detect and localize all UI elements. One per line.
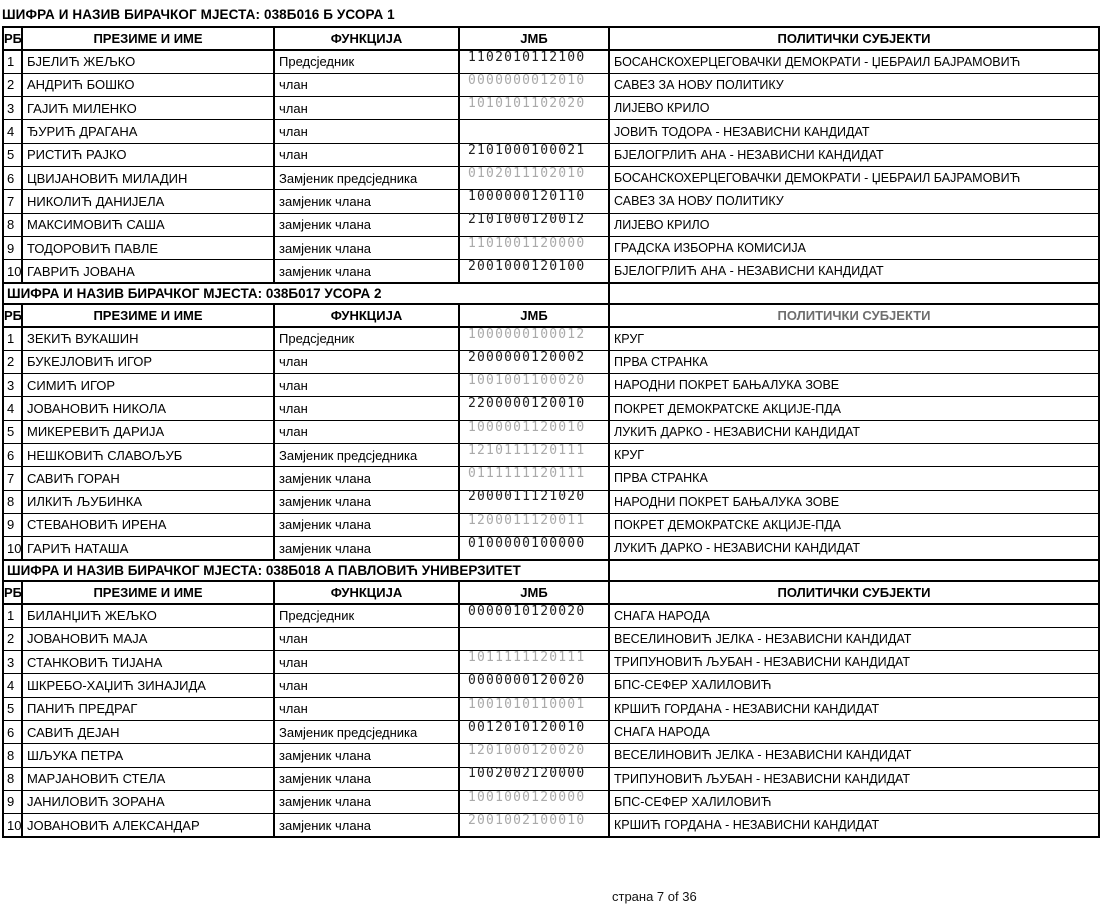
table-row xyxy=(3,213,1099,236)
political-subject-cell: ТРИПУНОВИЋ ЉУБАН - НЕЗАВИСНИ КАНДИДАТ xyxy=(609,767,1099,790)
member-name-cell: БИЛАНЏИЋ ЖЕЉКО xyxy=(22,604,274,627)
political-subject-cell: ВЕСЕЛИНОВИЋ ЈЕЛКА - НЕЗАВИСНИ КАНДИДАТ xyxy=(609,744,1099,767)
member-name-cell: ГАЈИЋ МИЛЕНКО xyxy=(22,97,274,120)
member-name-cell: СТАНКОВИЋ ТИЈАНА xyxy=(22,651,274,674)
member-name-cell: АНДРИЋ БОШКО xyxy=(22,73,274,96)
polling-station-title-row xyxy=(3,283,1099,304)
row-number-cell: 10 xyxy=(3,537,22,560)
polling-station-roster-table xyxy=(2,26,1100,838)
function-cell: члан xyxy=(274,120,459,143)
jmb-cell xyxy=(459,397,609,420)
political-subject-cell: ЛИЈЕВО КРИЛО xyxy=(609,213,1099,236)
table-row xyxy=(3,374,1099,397)
function-cell: члан xyxy=(274,143,459,166)
function-cell: члан xyxy=(274,627,459,650)
member-name-cell: ГАВРИЋ ЈОВАНА xyxy=(22,260,274,283)
jmb-clipped-digits: 2000011121020 xyxy=(468,489,586,505)
row-number-cell: 9 xyxy=(3,513,22,536)
member-name-cell: НЕШКОВИЋ СЛАВОЉУБ xyxy=(22,443,274,466)
jmb-cell xyxy=(459,767,609,790)
jmb-clipped-digits: 1000000100012 xyxy=(468,326,586,342)
jmb-clipped-digits: 2001002100010 xyxy=(468,812,586,828)
table-row xyxy=(3,767,1099,790)
political-subject-cell: ЛИЈЕВО КРИЛО xyxy=(609,97,1099,120)
row-number-cell: 7 xyxy=(3,190,22,213)
row-number-cell: 5 xyxy=(3,420,22,443)
page-number-footer: страна 7 of 36 xyxy=(612,889,697,904)
political-subject-cell: ПОКРЕТ ДЕМОКРАТСКЕ АКЦИЈЕ-ПДА xyxy=(609,397,1099,420)
table-row xyxy=(3,814,1099,837)
table-row xyxy=(3,513,1099,536)
jmb-cell xyxy=(459,537,609,560)
table-row xyxy=(3,50,1099,73)
function-cell: члан xyxy=(274,350,459,373)
table-row xyxy=(3,674,1099,697)
row-number-cell: 9 xyxy=(3,236,22,259)
jmb-clipped-digits: 1002002120000 xyxy=(468,766,586,782)
jmb-cell xyxy=(459,97,609,120)
jmb-cell xyxy=(459,50,609,73)
table-row xyxy=(3,190,1099,213)
political-subject-cell: НАРОДНИ ПОКРЕТ БАЊАЛУКА ЗОВЕ xyxy=(609,490,1099,513)
member-name-cell: ИЛКИЋ ЉУБИНКА xyxy=(22,490,274,513)
jmb-cell xyxy=(459,420,609,443)
political-subject-cell: ВЕСЕЛИНОВИЋ ЈЕЛКА - НЕЗАВИСНИ КАНДИДАТ xyxy=(609,627,1099,650)
political-subject-cell: СНАГА НАРОДА xyxy=(609,604,1099,627)
political-subject-cell: ГРАДСКА ИЗБОРНА КОМИСИЈА xyxy=(609,236,1099,259)
function-cell: члан xyxy=(274,420,459,443)
table-row xyxy=(3,420,1099,443)
jmb-clipped-digits: 0100000100000 xyxy=(468,535,586,551)
column-header-row xyxy=(3,581,1099,604)
row-number-cell: 3 xyxy=(3,97,22,120)
row-number-cell: 3 xyxy=(3,374,22,397)
member-name-cell: ЈОВАНОВИЋ АЛЕКСАНДАР xyxy=(22,814,274,837)
political-subject-cell: БОСАНСКОХЕРЦЕГОВАЧКИ ДЕМОКРАТИ - ЏЕБРАИЛ БАЈРАМОВИЋ xyxy=(609,166,1099,189)
title-row-empty-cell xyxy=(609,560,1099,581)
column-header-4: ПОЛИТИЧКИ СУБЈЕКТИ xyxy=(609,27,1099,50)
table-row xyxy=(3,604,1099,627)
function-cell: замјеник члана xyxy=(274,190,459,213)
function-cell: члан xyxy=(274,674,459,697)
jmb-clipped-digits: 1001001100020 xyxy=(468,372,586,388)
row-number-cell: 1 xyxy=(3,327,22,350)
political-subject-cell: БПС-СЕФЕР ХАЛИЛОВИЋ xyxy=(609,674,1099,697)
polling-station-title-2: ШИФРА И НАЗИВ БИРАЧКОГ МЈЕСТА: 038Б017 УСОРА 2 xyxy=(3,283,609,304)
political-subject-cell: САВЕЗ ЗА НОВУ ПОЛИТИКУ xyxy=(609,73,1099,96)
political-subject-cell: ТРИПУНОВИЋ ЉУБАН - НЕЗАВИСНИ КАНДИДАТ xyxy=(609,651,1099,674)
jmb-cell xyxy=(459,604,609,627)
column-header-3: ЈМБ xyxy=(459,27,609,50)
jmb-clipped-digits: 2200000120010 xyxy=(468,396,586,412)
function-cell: Замјеник предсједника xyxy=(274,720,459,743)
political-subject-cell: БЈЕЛОГРЛИЋ АНА - НЕЗАВИСНИ КАНДИДАТ xyxy=(609,143,1099,166)
jmb-clipped-digits: 0111111120111 xyxy=(468,466,586,482)
jmb-clipped-digits: 2000000120002 xyxy=(468,349,586,365)
jmb-cell xyxy=(459,350,609,373)
polling-station-title-3: ШИФРА И НАЗИВ БИРАЧКОГ МЈЕСТА: 038Б018 А ПАВЛОВИЋ УНИВЕРЗИТЕТ xyxy=(3,560,609,581)
political-subject-cell: КРШИЋ ГОРДАНА - НЕЗАВИСНИ КАНДИДАТ xyxy=(609,697,1099,720)
column-header-4: ПОЛИТИЧКИ СУБЈЕКТИ xyxy=(609,304,1099,327)
jmb-clipped-digits: 1200011120011 xyxy=(468,512,586,528)
member-name-cell: БЈЕЛИЋ ЖЕЉКО xyxy=(22,50,274,73)
function-cell: замјеник члана xyxy=(274,467,459,490)
table-row xyxy=(3,790,1099,813)
jmb-cell xyxy=(459,674,609,697)
row-number-cell: 4 xyxy=(3,397,22,420)
jmb-clipped-digits: 0000000012010 xyxy=(468,72,586,88)
row-number-cell: 10 xyxy=(3,260,22,283)
column-header-2: ФУНКЦИЈА xyxy=(274,27,459,50)
table-row xyxy=(3,490,1099,513)
jmb-clipped-digits: 1210111120111 xyxy=(468,442,586,458)
jmb-clipped-digits: 1000001120010 xyxy=(468,419,586,435)
political-subject-cell: БОСАНСКОХЕРЦЕГОВАЧКИ ДЕМОКРАТИ - ЏЕБРАИЛ БАЈРАМОВИЋ xyxy=(609,50,1099,73)
member-name-cell: ПАНИЋ ПРЕДРАГ xyxy=(22,697,274,720)
function-cell: замјеник члана xyxy=(274,213,459,236)
function-cell: члан xyxy=(274,397,459,420)
table-row xyxy=(3,651,1099,674)
table-row xyxy=(3,73,1099,96)
function-cell: замјеник члана xyxy=(274,767,459,790)
row-number-cell: 10 xyxy=(3,814,22,837)
member-name-cell: РИСТИЋ РАЈКО xyxy=(22,143,274,166)
jmb-clipped-digits: 1101001120000 xyxy=(468,235,586,251)
column-header-1: ПРЕЗИМЕ И ИМЕ xyxy=(22,27,274,50)
column-header-3: ЈМБ xyxy=(459,581,609,604)
jmb-cell xyxy=(459,166,609,189)
political-subject-cell: СНАГА НАРОДА xyxy=(609,720,1099,743)
member-name-cell: ШКРЕБО-ХАЏИЋ ЗИНАЈИДА xyxy=(22,674,274,697)
row-number-cell: 2 xyxy=(3,73,22,96)
table-row xyxy=(3,350,1099,373)
member-name-cell: ГАРИЋ НАТАША xyxy=(22,537,274,560)
table-row xyxy=(3,327,1099,350)
jmb-cell xyxy=(459,143,609,166)
member-name-cell: НИКОЛИЋ ДАНИЈЕЛА xyxy=(22,190,274,213)
column-header-1: ПРЕЗИМЕ И ИМЕ xyxy=(22,304,274,327)
table-row xyxy=(3,744,1099,767)
function-cell: члан xyxy=(274,697,459,720)
jmb-cell xyxy=(459,627,609,650)
column-header-1: ПРЕЗИМЕ И ИМЕ xyxy=(22,581,274,604)
row-number-cell: 2 xyxy=(3,627,22,650)
row-number-cell: 8 xyxy=(3,767,22,790)
function-cell: члан xyxy=(274,651,459,674)
function-cell: замјеник члана xyxy=(274,537,459,560)
column-header-0: РБ xyxy=(3,304,22,327)
table-row xyxy=(3,143,1099,166)
function-cell: Замјеник предсједника xyxy=(274,443,459,466)
jmb-cell xyxy=(459,120,609,143)
row-number-cell: 6 xyxy=(3,720,22,743)
column-header-2: ФУНКЦИЈА xyxy=(274,304,459,327)
jmb-clipped-digits: 0102011102010 xyxy=(468,165,586,181)
row-number-cell: 3 xyxy=(3,651,22,674)
jmb-cell xyxy=(459,443,609,466)
political-subject-cell: БЈЕЛОГРЛИЋ АНА - НЕЗАВИСНИ КАНДИДАТ xyxy=(609,260,1099,283)
table-row xyxy=(3,97,1099,120)
table-row xyxy=(3,467,1099,490)
column-header-3: ЈМБ xyxy=(459,304,609,327)
function-cell: члан xyxy=(274,374,459,397)
political-subject-cell: ПРВА СТРАНКА xyxy=(609,350,1099,373)
jmb-cell xyxy=(459,260,609,283)
jmb-cell xyxy=(459,720,609,743)
table-row xyxy=(3,166,1099,189)
row-number-cell: 4 xyxy=(3,120,22,143)
member-name-cell: САВИЋ ДЕЈАН xyxy=(22,720,274,743)
row-number-cell: 5 xyxy=(3,143,22,166)
jmb-cell xyxy=(459,213,609,236)
jmb-clipped-digits: 1010101102020 xyxy=(468,96,586,111)
political-subject-cell: БПС-СЕФЕР ХАЛИЛОВИЋ xyxy=(609,790,1099,813)
function-cell: замјеник члана xyxy=(274,490,459,513)
function-cell: замјеник члана xyxy=(274,744,459,767)
jmb-clipped-digits: 1011111120111 xyxy=(468,649,586,665)
table-row xyxy=(3,697,1099,720)
member-name-cell: САВИЋ ГОРАН xyxy=(22,467,274,490)
jmb-clipped-digits: 0000000120020 xyxy=(468,673,586,689)
jmb-clipped-digits: 1000000120110 xyxy=(468,189,586,205)
jmb-cell xyxy=(459,467,609,490)
jmb-clipped-digits: 0000010120020 xyxy=(468,603,586,619)
column-header-0: РБ xyxy=(3,27,22,50)
table-row xyxy=(3,627,1099,650)
row-number-cell: 1 xyxy=(3,604,22,627)
member-name-cell: СИМИЋ ИГОР xyxy=(22,374,274,397)
row-number-cell: 8 xyxy=(3,490,22,513)
jmb-cell xyxy=(459,236,609,259)
jmb-clipped-digits: 1001000120000 xyxy=(468,789,586,805)
row-number-cell: 4 xyxy=(3,674,22,697)
political-subject-cell: КРУГ xyxy=(609,443,1099,466)
jmb-cell xyxy=(459,490,609,513)
function-cell: Предсједник xyxy=(274,50,459,73)
jmb-cell xyxy=(459,513,609,536)
jmb-clipped-digits: 1102010112100 xyxy=(468,49,586,65)
member-name-cell: ШЉУКА ПЕТРА xyxy=(22,744,274,767)
table-row xyxy=(3,397,1099,420)
row-number-cell: 6 xyxy=(3,443,22,466)
jmb-clipped-digits: 2101000100021 xyxy=(468,142,586,158)
jmb-cell xyxy=(459,651,609,674)
function-cell: Замјеник предсједника xyxy=(274,166,459,189)
column-header-row xyxy=(3,304,1099,327)
jmb-cell xyxy=(459,73,609,96)
title-row-empty-cell xyxy=(609,283,1099,304)
political-subject-cell: ЈОВИЋ ТОДОРА - НЕЗАВИСНИ КАНДИДАТ xyxy=(609,120,1099,143)
function-cell: замјеник члана xyxy=(274,236,459,259)
polling-station-title-1: ШИФРА И НАЗИВ БИРАЧКОГ МЈЕСТА: 038Б016 Б УСОРА 1 xyxy=(2,7,395,22)
member-name-cell: МАРЈАНОВИЋ СТЕЛА xyxy=(22,767,274,790)
polling-station-title-row xyxy=(3,560,1099,581)
political-subject-cell: САВЕЗ ЗА НОВУ ПОЛИТИКУ xyxy=(609,190,1099,213)
member-name-cell: ЂУРИЋ ДРАГАНА xyxy=(22,120,274,143)
jmb-cell xyxy=(459,744,609,767)
political-subject-cell: ЛУКИЋ ДАРКО - НЕЗАВИСНИ КАНДИДАТ xyxy=(609,537,1099,560)
function-cell: замјеник члана xyxy=(274,814,459,837)
row-number-cell: 7 xyxy=(3,467,22,490)
jmb-cell xyxy=(459,814,609,837)
column-header-0: РБ xyxy=(3,581,22,604)
jmb-clipped-digits: 2101000120012 xyxy=(468,212,586,228)
row-number-cell: 1 xyxy=(3,50,22,73)
political-subject-cell: КРУГ xyxy=(609,327,1099,350)
function-cell: Предсједник xyxy=(274,604,459,627)
member-name-cell: МИКЕРЕВИЋ ДАРИЈА xyxy=(22,420,274,443)
member-name-cell: ЈАНИЛОВИЋ ЗОРАНА xyxy=(22,790,274,813)
jmb-cell xyxy=(459,190,609,213)
member-name-cell: МАКСИМОВИЋ САША xyxy=(22,213,274,236)
function-cell: замјеник члана xyxy=(274,260,459,283)
member-name-cell: СТЕВАНОВИЋ ИРЕНА xyxy=(22,513,274,536)
political-subject-cell: ЛУКИЋ ДАРКО - НЕЗАВИСНИ КАНДИДАТ xyxy=(609,420,1099,443)
political-subject-cell: НАРОДНИ ПОКРЕТ БАЊАЛУКА ЗОВЕ xyxy=(609,374,1099,397)
row-number-cell: 2 xyxy=(3,350,22,373)
row-number-cell: 8 xyxy=(3,213,22,236)
table-row xyxy=(3,720,1099,743)
member-name-cell: ЗЕКИЋ ВУКАШИН xyxy=(22,327,274,350)
function-cell: Предсједник xyxy=(274,327,459,350)
jmb-cell xyxy=(459,374,609,397)
member-name-cell: ТОДОРОВИЋ ПАВЛЕ xyxy=(22,236,274,259)
table-row xyxy=(3,260,1099,283)
table-row xyxy=(3,236,1099,259)
member-name-cell: ЈОВАНОВИЋ МАЈА xyxy=(22,627,274,650)
member-name-cell: БУКЕЈЛОВИЋ ИГОР xyxy=(22,350,274,373)
column-header-2: ФУНКЦИЈА xyxy=(274,581,459,604)
function-cell: замјеник члана xyxy=(274,790,459,813)
political-subject-cell: КРШИЋ ГОРДАНА - НЕЗАВИСНИ КАНДИДАТ xyxy=(609,814,1099,837)
jmb-clipped-digits: 1201000120020 xyxy=(468,743,586,759)
jmb-cell xyxy=(459,790,609,813)
table-row xyxy=(3,443,1099,466)
row-number-cell: 9 xyxy=(3,790,22,813)
column-header-4: ПОЛИТИЧКИ СУБЈЕКТИ xyxy=(609,581,1099,604)
jmb-clipped-digits: 1001010110001 xyxy=(468,696,586,712)
political-subject-cell: ПРВА СТРАНКА xyxy=(609,467,1099,490)
member-name-cell: ЦВИЈАНОВИЋ МИЛАДИН xyxy=(22,166,274,189)
function-cell: члан xyxy=(274,97,459,120)
function-cell: замјеник члана xyxy=(274,513,459,536)
row-number-cell: 8 xyxy=(3,744,22,767)
jmb-cell xyxy=(459,697,609,720)
political-subject-cell: ПОКРЕТ ДЕМОКРАТСКЕ АКЦИЈЕ-ПДА xyxy=(609,513,1099,536)
row-number-cell: 6 xyxy=(3,166,22,189)
member-name-cell: ЈОВАНОВИЋ НИКОЛА xyxy=(22,397,274,420)
column-header-row xyxy=(3,27,1099,50)
jmb-cell xyxy=(459,327,609,350)
table-row xyxy=(3,537,1099,560)
row-number-cell: 5 xyxy=(3,697,22,720)
table-row xyxy=(3,120,1099,143)
jmb-clipped-digits: 2001000120100 xyxy=(468,258,586,274)
jmb-clipped-digits: 0012010120010 xyxy=(468,719,586,735)
function-cell: члан xyxy=(274,73,459,96)
